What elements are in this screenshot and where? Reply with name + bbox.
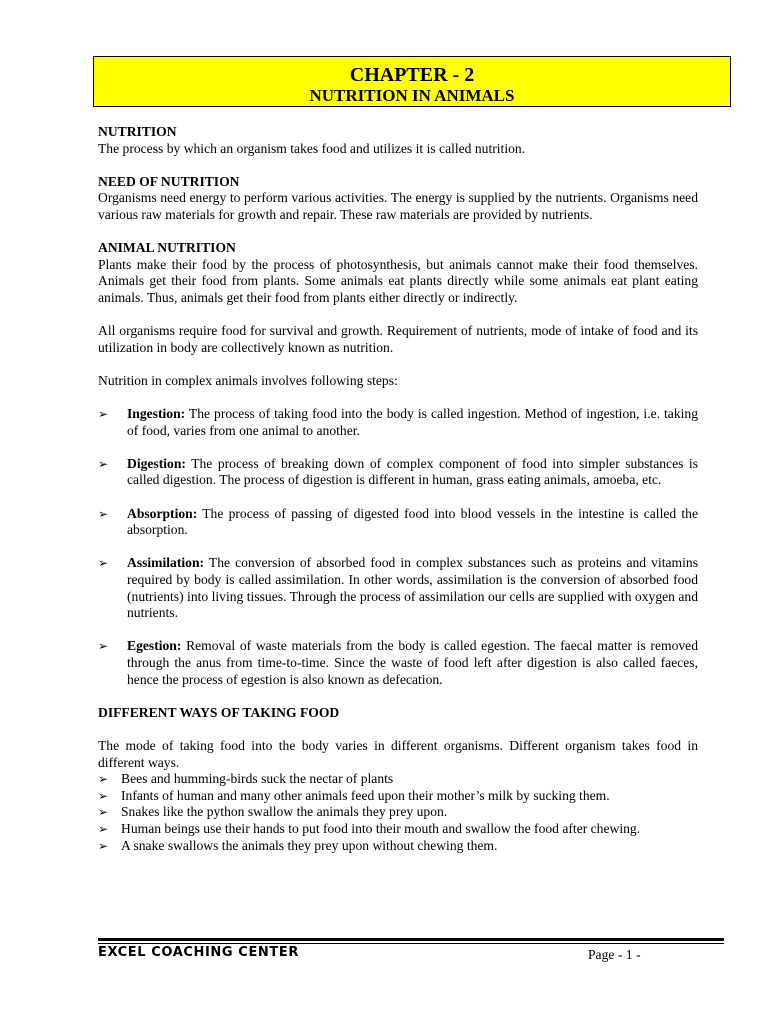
page-content <box>98 124 698 854</box>
list-item <box>98 771 698 788</box>
step-assimilation <box>98 555 698 621</box>
footer-divider <box>98 938 724 941</box>
chapter-title: NUTRITION IN ANIMALS <box>309 86 515 105</box>
chapter-title-box <box>93 56 731 107</box>
paragraph-ways-intro: The mode of taking food into the body varies in different organisms. Different organism takes food in different ways. <box>98 737 698 770</box>
arrow-bullet-icon: ➢ <box>98 456 109 471</box>
arrow-bullet-icon: ➢ <box>98 639 109 654</box>
list-item-text: Human beings use their hands to put food into their mouth and swallow the food after chewing. <box>121 820 641 836</box>
step-text: The process of breaking down of complex component of food into simpler substances is called digestion. The process of digestion is different in human, grass eating animals, amoeba, etc. <box>127 455 698 488</box>
list-item <box>98 821 698 838</box>
paragraph-nutrition: The process by which an organism takes food and utilizes it is called nutrition. <box>98 140 526 156</box>
step-term: Assimilation: <box>127 555 205 571</box>
list-item <box>98 804 698 821</box>
step-digestion <box>98 456 698 489</box>
step-term: Ingestion: <box>127 406 186 422</box>
arrow-bullet-icon: ➢ <box>98 788 109 803</box>
step-text: The conversion of absorbed food in complex substances such as proteins and vitamins required by body is called assimilation. In other words, assimilation is the conversion of absorbed food (nutrients) into living tissues. Through the process of assimilation our cells are supplied with oxygen and nutrients. <box>127 555 698 621</box>
arrow-bullet-icon: ➢ <box>98 805 109 820</box>
step-term: Digestion: <box>127 455 186 471</box>
list-item-text: Infants of human and many other animals feed upon their mother’s milk by sucking them. <box>121 787 610 803</box>
list-item-text: A snake swallows the animals they prey upon without chewing them. <box>121 837 498 853</box>
step-text: The process of taking food into the body is called ingestion. Method of ingestion, i.e. taking of food, varies from one animal to another. <box>127 406 698 438</box>
arrow-bullet-icon: ➢ <box>98 506 109 521</box>
list-item <box>98 788 698 805</box>
paragraph-need-of-nutrition: Organisms need energy to perform various activities. The energy is supplied by the nutrients. Organisms need various raw materials for growth and repair. These raw materials are provided by nutrients. <box>98 190 698 222</box>
step-egestion <box>98 638 698 688</box>
paragraph-animal-nutrition: Plants make their food by the process of photosynthesis, but animals cannot make their food themselves. Animals get their food from plants. Some animals eat plants directly while some animals eat plant eating animals. Thus, animals get their food from plants either directly or indirectly. <box>98 256 698 305</box>
step-term: Egestion: <box>127 638 182 654</box>
arrow-bullet-icon: ➢ <box>98 838 109 853</box>
list-item-text: Bees and humming-birds suck the nectar of plants <box>121 771 394 787</box>
step-ingestion <box>98 406 698 439</box>
arrow-bullet-icon: ➢ <box>98 407 109 422</box>
paragraph-all-organisms: All organisms require food for survival and growth. Requirement of nutrients, mode of intake of food and its utilization in body are collectively known as nutrition. <box>98 323 698 355</box>
page-number: Page - 1 - <box>588 947 641 962</box>
step-text: The process of passing of digested food into blood vessels in the intestine is called the absorption. <box>127 505 698 538</box>
step-absorption <box>98 506 698 539</box>
heading-animal-nutrition: ANIMAL NUTRITION <box>98 240 236 256</box>
heading-different-ways: DIFFERENT WAYS OF TAKING FOOD <box>98 704 340 720</box>
list-item <box>98 838 698 855</box>
heading-nutrition: NUTRITION <box>98 124 177 139</box>
list-item-text: Snakes like the python swallow the animals they prey upon. <box>121 804 448 820</box>
footer-divider <box>98 943 724 944</box>
step-text: Removal of waste materials from the body is called egestion. The faecal matter is removed through the anus from time-to-time. Since the waste of food left after digestion is also called faeces, hence the process of egestion is also known as defecation. <box>127 638 698 687</box>
arrow-bullet-icon: ➢ <box>98 821 109 836</box>
arrow-bullet-icon: ➢ <box>98 556 109 571</box>
step-term: Absorption: <box>127 505 198 521</box>
paragraph-steps-intro: Nutrition in complex animals involves following steps: <box>98 372 398 388</box>
heading-need-of-nutrition: NEED OF NUTRITION <box>98 173 240 189</box>
chapter-number: CHAPTER - 2 <box>349 64 475 86</box>
footer-center-name: EXCEL COACHING CENTER <box>98 945 299 960</box>
arrow-bullet-icon: ➢ <box>98 772 109 787</box>
